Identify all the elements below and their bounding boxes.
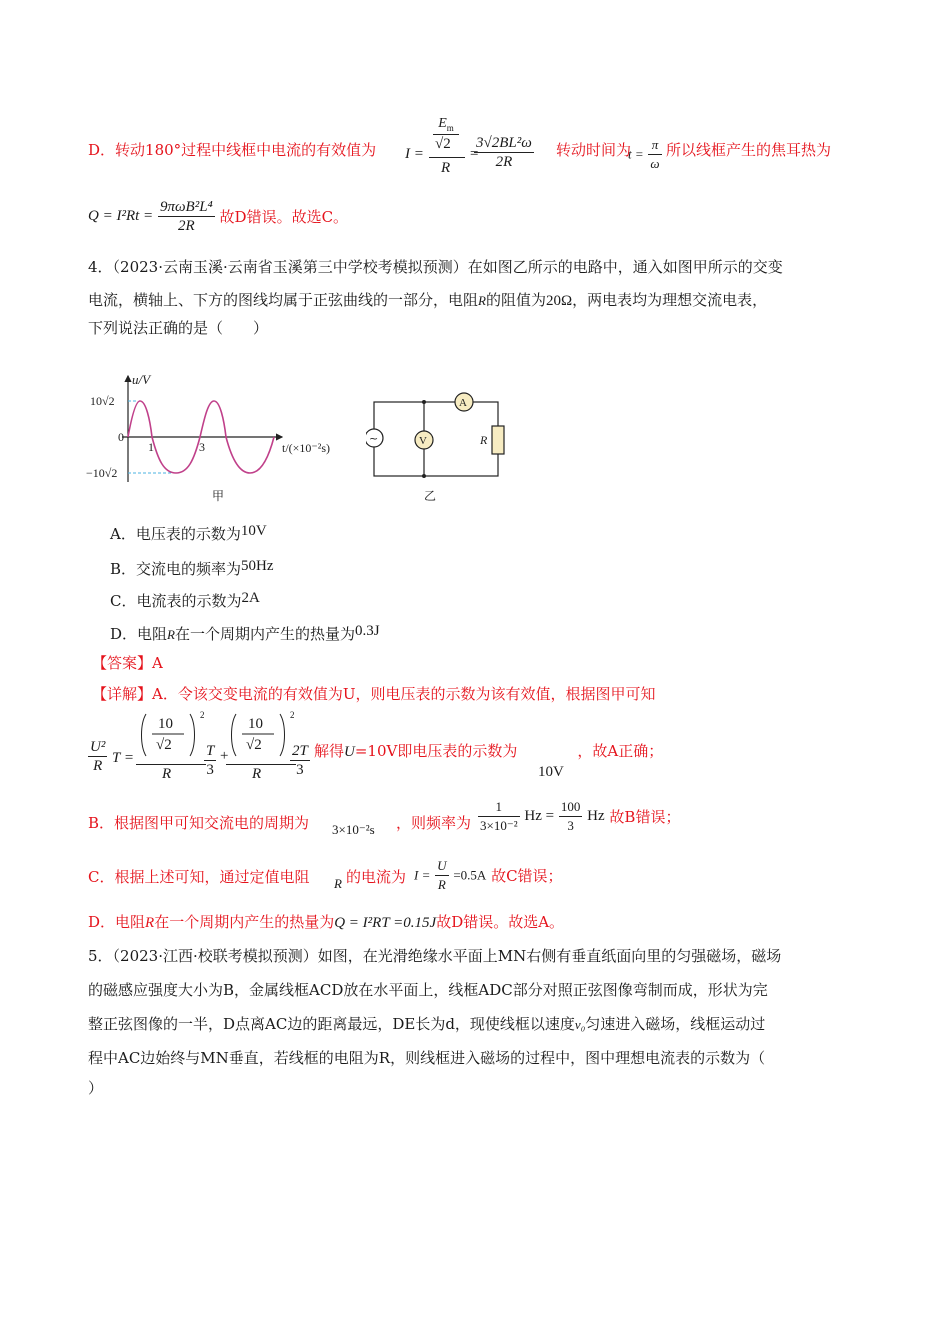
b-b: ，则频率为 — [396, 814, 472, 832]
eq-t3-den: 3 — [206, 762, 214, 778]
q4-option-c-label: C．电流表的示数为 — [110, 592, 242, 610]
q5-line4 — [88, 1048, 765, 1068]
q3-t-lhs: t = — [628, 146, 644, 162]
q5-line3 — [88, 1014, 765, 1035]
q4-option-c — [110, 588, 260, 611]
eq-tail-u: U — [344, 744, 355, 760]
q4-graph-jia — [86, 370, 356, 505]
q3-rhs-frac — [474, 134, 534, 171]
d-eq: Q = I²RT =0.15J — [334, 915, 437, 931]
eq-sq-b: 2 — [290, 710, 295, 720]
q3-q-lhs: Q = I²Rt = — [88, 208, 154, 224]
eq-plus: + — [220, 748, 229, 764]
eq-10-b: 10 — [248, 716, 263, 732]
q4-option-b-value: 50Hz — [241, 558, 274, 574]
q5-line5-text: ） — [88, 1079, 104, 1097]
b-freq-formula — [478, 798, 680, 835]
q4-circuit-yi — [366, 388, 512, 506]
q4-detail-a — [92, 684, 655, 704]
graph-ybottom: −10√2 — [86, 466, 118, 480]
q4-option-d-value: 0.3J — [355, 623, 380, 639]
q4-detail-b — [88, 813, 309, 833]
q3-heat-formula — [88, 198, 348, 235]
q4-line1: 4．（2023·云南玉溪·云南省玉溪第三中学校考模拟预测）在如图乙所示的电路中，通入如图甲所示的交变 — [88, 258, 783, 276]
q3-d-tail-line — [666, 140, 831, 160]
q5-line3-v: v₀ — [574, 1017, 586, 1032]
q4-rms-equation — [88, 712, 318, 786]
q4-line2-a: 电流，横轴上、下方的图线均属于正弦曲线的一部分，电阻 — [88, 291, 479, 309]
b-3: 3 — [567, 818, 574, 833]
q4-option-d-label: D．电阻 — [110, 625, 168, 643]
q4-answer-text: 【答案】A — [92, 654, 163, 672]
eq-tail-b: =10V即电压表的示数为 — [354, 742, 518, 760]
q3-d-intro: D．转动180°过程中线框中电流的有效值为 — [88, 141, 377, 159]
q4-detail-c — [88, 867, 309, 887]
q4-stem-line1 — [88, 257, 783, 277]
eq-t: T = — [112, 750, 134, 766]
q4-line3: 下列说法正确的是（ ） — [88, 319, 269, 337]
q5-line2-text: 的磁感应强度大小为B，金属线框ACD放在水平面上，线框ADC部分对照正弦图像弯制而成，形状为完 — [88, 981, 768, 999]
circuit-voltmeter-label: V — [419, 435, 427, 447]
eq-tail-a: 解得 — [314, 742, 345, 760]
eq-t3-num: T — [206, 743, 215, 759]
b-hz2: Hz — [587, 808, 605, 824]
eq-r1: R — [93, 758, 103, 774]
q4-option-d — [110, 621, 380, 645]
b-f-den: 3×10⁻² — [480, 818, 518, 833]
b-f-num: 1 — [478, 798, 520, 817]
eq-tail-val: 10V — [538, 764, 564, 780]
graph-yzero: 0 — [118, 430, 124, 444]
q4-option-b — [110, 556, 274, 579]
q4-detail-a-text: 【详解】A．令该交变电流的有效值为U，则电压表的示数为该有效值，根据图甲可知 — [92, 685, 656, 703]
q3-t-num: π — [648, 136, 661, 155]
q3-i-lhs: I = — [405, 146, 424, 162]
c-u: U — [435, 857, 448, 876]
eq-sqrt2-a: √2 — [156, 737, 172, 753]
c-current-formula — [414, 857, 563, 894]
q4-line2-b: 的阻值为 — [485, 291, 546, 309]
q3-em — [431, 116, 461, 133]
c-tail: 故C错误； — [491, 867, 563, 885]
q4-line2-val: 20Ω — [545, 293, 573, 309]
q4-detail-d — [88, 912, 564, 933]
q5-line4-text: 程中AC边始终与MN垂直，若线框的电阻为R，则线框进入磁场的过程中，图中理想电流表的示数为（ — [88, 1049, 766, 1067]
eq-10-a: 10 — [158, 716, 173, 732]
q5-line1 — [88, 946, 781, 966]
q4-option-a-value: 10V — [240, 523, 267, 539]
q4-answer — [92, 653, 163, 673]
d-a: D．电阻 — [88, 913, 146, 931]
c-r: R — [334, 876, 342, 891]
graph-ylabel: u/V — [132, 372, 151, 387]
circuit-ammeter-label: A — [459, 397, 467, 409]
q3-sqrt2: √2 — [435, 136, 451, 152]
q3-d-mid-line — [556, 140, 631, 160]
q3-option-d — [88, 140, 376, 160]
q3-d-tail: 所以线框产生的焦耳热为 — [666, 141, 832, 159]
circuit-source-symbol: ~ — [369, 432, 379, 445]
eq-tail-c: ，故A正确； — [577, 742, 664, 760]
q4-option-a-label: A．电压表的示数为 — [110, 525, 241, 543]
q5-line3-a: 整正弦图像的一半，D点离AC边的距离最远，DE长为d，现使线框以速度 — [88, 1015, 575, 1033]
c-b: 的电流为 — [346, 868, 407, 886]
d-b: 在一个周期内产生的热量为 — [154, 913, 335, 931]
q3-rhs-num: 3√2BL²ω — [476, 135, 532, 151]
b-period: 3×10⁻²s — [332, 822, 375, 837]
c-i: I = — [414, 867, 431, 883]
q4-option-c-value: 2A — [241, 590, 260, 606]
c-r-den: R — [437, 877, 446, 892]
d-tail: 故D错误。故选A。 — [436, 913, 565, 931]
q4-stem-line3 — [88, 318, 268, 338]
q4-line2-r: R — [478, 293, 486, 308]
q5-line5 — [88, 1078, 103, 1098]
q5-line1-text: 5．（2023·江西·校联考模拟预测）如图，在光滑绝缘水平面上MN右侧有垂直纸面向里的匀强磁场，磁场 — [88, 947, 782, 965]
b-tail: 故B错误； — [609, 808, 681, 826]
q5-line2 — [88, 980, 768, 1000]
c-a: C．根据上述可知，通过定值电阻 — [88, 868, 310, 886]
q3-r-den: R — [441, 160, 451, 176]
q4-stem-line2 — [88, 290, 767, 311]
q3-em-sub: m — [446, 122, 454, 133]
eq-u2: U² — [90, 739, 106, 755]
graph-tick3: 3 — [199, 440, 205, 454]
q4-option-b-label: B．交流电的频率为 — [110, 560, 242, 578]
eq-sqrt2-b: √2 — [246, 737, 262, 753]
q4-detail-c2 — [346, 867, 406, 887]
graph-caption: 甲 — [212, 489, 225, 503]
graph-ytop: 10√2 — [90, 394, 115, 408]
circuit-resistor-label: R — [480, 433, 488, 447]
q3-q-tail: 故D错误。故选C。 — [219, 208, 349, 226]
c-val: =0.5A — [453, 867, 487, 883]
q3-t-formula — [628, 136, 662, 173]
eq-2t3-num: 2T — [292, 743, 308, 759]
eq-2t3-den: 3 — [296, 762, 304, 778]
q4-option-a — [110, 521, 267, 544]
b-hz: Hz = — [524, 808, 555, 824]
eq-r3: R — [252, 766, 262, 782]
circuit-resistor-icon — [492, 426, 504, 454]
circuit-junction-top — [422, 400, 426, 404]
q3-d-mid: 转动时间为 — [556, 141, 632, 159]
circuit-caption: 乙 — [424, 489, 437, 503]
q3-q-num: 9πωB²L⁴ — [159, 199, 213, 215]
q3-em-e: E — [438, 116, 447, 131]
q3-t-den: ω — [650, 156, 660, 171]
q4-option-d-r: R — [167, 627, 175, 642]
q3-q-den: 2R — [178, 218, 195, 234]
q4-eq-tail — [314, 741, 663, 762]
eq-r2: R — [162, 766, 172, 782]
q4-detail-b2 — [396, 813, 471, 833]
graph-tick1: 1 — [148, 440, 154, 454]
d-r: R — [145, 915, 155, 931]
q5-line3-b: 匀速进入磁场，线框运动过 — [585, 1015, 766, 1033]
b-100: 100 — [559, 798, 583, 817]
eq-sq-a: 2 — [200, 710, 205, 720]
q4-option-d-label2: 在一个周期内产生的热量为 — [174, 625, 355, 643]
q3-rhs-den: 2R — [495, 154, 513, 170]
q3-eq: = — [469, 146, 480, 162]
circuit-junction-bottom — [422, 474, 426, 478]
graph-xlabel: t/(×10⁻²s) — [282, 441, 331, 455]
b-a: B．根据图甲可知交流电的周期为 — [88, 814, 310, 832]
q4-line2-c: ，两电表均为理想交流电表， — [572, 291, 768, 309]
